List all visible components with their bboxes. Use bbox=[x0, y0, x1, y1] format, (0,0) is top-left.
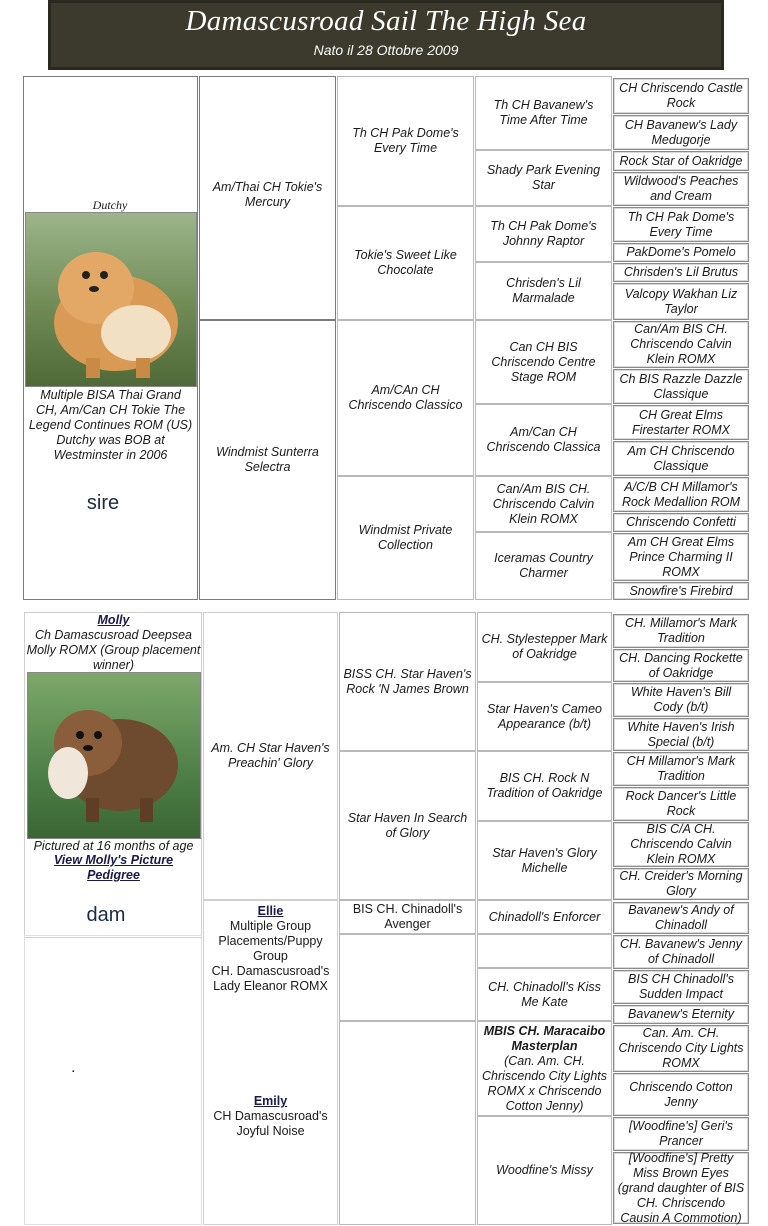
emily-name: Emily bbox=[253, 1094, 288, 1108]
dam-gen4-box: CH. Dancing Rockette of Oakridge bbox=[613, 649, 749, 682]
emily-gen4-box: [Woodfine's] Geri's Prancer bbox=[613, 1117, 749, 1151]
ellie-name: Ellie bbox=[257, 904, 284, 918]
sire-gen4-box: CH Great Elms Firestarter ROMX bbox=[613, 405, 749, 440]
sire-gen3-box: Th CH Bavanew's Time After Time bbox=[475, 76, 612, 150]
ellie-gen4-box: Bavanew's Eternity bbox=[613, 1005, 749, 1024]
sire-gen4-box: Am CH Chriscendo Classique bbox=[613, 441, 749, 476]
sire-gen1-text: Am/Thai CH Tokie's Mercury bbox=[212, 180, 323, 209]
ellie-registered-name: CH. Damascusroad's Lady Eleanor ROMX bbox=[211, 964, 330, 993]
sire-gen4-box: Valcopy Wakhan Liz Taylor bbox=[613, 283, 749, 320]
emily-gen3-box bbox=[477, 1021, 612, 1116]
emily-gen4-box: Can. Am. CH. Chriscendo City Lights ROMX bbox=[613, 1025, 749, 1072]
page-title: Damascusroad Sail The High Sea bbox=[185, 5, 587, 37]
ellie-gen2-box: BIS CH. Chinadoll's Avenger bbox=[339, 900, 476, 934]
ellie-gen4-box: BIS CH Chinadoll's Sudden Impact bbox=[613, 970, 749, 1004]
sire-gen3-box: Th CH Pak Dome's Johnny Raptor bbox=[475, 206, 612, 262]
sire-gen3-box: Shady Park Evening Star bbox=[475, 150, 612, 206]
dam-gen3-box: BIS CH. Rock N Tradition of Oakridge bbox=[477, 751, 612, 821]
title-banner bbox=[48, 0, 724, 70]
ellie-gen4-box: Bavanew's Andy of Chinadoll bbox=[613, 902, 749, 934]
dam-name: Molly bbox=[97, 613, 130, 627]
sire-gen3-box: Chrisden's Lil Marmalade bbox=[475, 262, 612, 320]
dam-gen3-box: Star Haven's Cameo Appearance (b/t) bbox=[477, 682, 612, 751]
dog-image bbox=[26, 213, 196, 386]
sire-gen4-box: PakDome's Pomelo bbox=[613, 243, 749, 262]
emily-info bbox=[205, 1094, 336, 1139]
ellie-gen2-empty bbox=[339, 934, 476, 1021]
ellie-gen3-box: CH. Chinadoll's Kiss Me Kate bbox=[477, 968, 612, 1021]
emily-gen3-title: MBIS CH. Maracaibo Masterplan bbox=[483, 1023, 606, 1053]
emily-gen3-box: Woodfine's Missy bbox=[477, 1116, 612, 1225]
dam-label: dam bbox=[86, 904, 126, 926]
sire-photo-caption: Dutchy bbox=[92, 198, 128, 212]
sire-gen2-box: Tokie's Sweet Like Chocolate bbox=[337, 206, 474, 320]
emily-gen2-empty bbox=[339, 1021, 476, 1225]
dam-gen4-box: BIS C/A CH. Chriscendo Calvin Klein ROMX bbox=[613, 822, 749, 867]
dam-gen3-box: Star Haven's Glory Michelle bbox=[477, 821, 612, 900]
emily-gen3-subtitle: (Can. Am. CH. Chriscendo City Lights ROMX x Chriscendo Cotton Jenny) bbox=[481, 1053, 608, 1113]
birth-date: Nato il 28 Ottobre 2009 bbox=[313, 42, 459, 58]
sire-gen4-box: Can/Am BIS CH. Chriscendo Calvin Klein ROMX bbox=[613, 321, 749, 368]
sire-gen4-box: A/C/B CH Millamor's Rock Medallion ROM bbox=[613, 477, 749, 512]
stray-mark: . bbox=[71, 1059, 77, 1076]
dam-info bbox=[26, 613, 201, 673]
bottom-left-panel bbox=[24, 935, 202, 1225]
sire-gen4-box: Chriscendo Confetti bbox=[613, 513, 749, 532]
emily-gen4-box: [Woodfine's] Pretty Miss Brown Eyes (grand daughter of BIS CH. Chriscendo Causin A Commotion) bbox=[613, 1152, 749, 1224]
dam-photo bbox=[27, 672, 201, 839]
ellie-gen3-empty bbox=[477, 934, 612, 968]
sire-gen4-box: Ch BIS Razzle Dazzle Classique bbox=[613, 369, 749, 404]
sire-gen3-box: Am/Can CH Chriscendo Classica bbox=[475, 404, 612, 476]
sire-gen3-box: Can CH BIS Chriscendo Centre Stage ROM bbox=[475, 320, 612, 404]
sire-gen4-box: Chrisden's Lil Brutus bbox=[613, 263, 749, 282]
sire-gen4-box: Rock Star of Oakridge bbox=[613, 151, 749, 171]
dam-gen3-box: CH. Stylestepper Mark of Oakridge bbox=[477, 612, 612, 682]
ellie-gen4-box: CH. Bavanew's Jenny of Chinadoll bbox=[613, 935, 749, 969]
dam-gen4-box: Rock Dancer's Little Rock bbox=[613, 787, 749, 821]
sire-gen4-box: Th CH Pak Dome's Every Time bbox=[613, 207, 749, 242]
sire-gen1-text: Windmist Sunterra Selectra bbox=[216, 445, 319, 474]
dam-gen2-box: BISS CH. Star Haven's Rock 'N James Brown bbox=[339, 612, 476, 751]
sire-gen4-box: CH Chriscendo Castle Rock bbox=[613, 78, 749, 114]
dog-image bbox=[28, 673, 200, 838]
sire-gen3-box: Iceramas Country Charmer bbox=[475, 532, 612, 600]
emily-description: CH Damascusroad's Joyful Noise bbox=[213, 1109, 328, 1138]
sire-label: sire bbox=[86, 492, 120, 514]
dam-description: Ch Damascusroad Deepsea Molly ROMX (Group placement winner) bbox=[26, 628, 201, 672]
sire-gen4-box: Wildwood's Peaches and Cream bbox=[613, 172, 749, 206]
ellie-gen3-box: Chinadoll's Enforcer bbox=[477, 900, 612, 934]
dam-gen4-box: CH Millamor's Mark Tradition bbox=[613, 752, 749, 786]
sire-gen4-box: CH Bavanew's Lady Medugorje bbox=[613, 115, 749, 150]
sire-gen2-box: Am/CAn CH Chriscendo Classico bbox=[337, 320, 474, 476]
dam-gen4-box: White Haven's Bill Cody (b/t) bbox=[613, 683, 749, 717]
sire-gen4-box: Snowfire's Firebird bbox=[613, 582, 749, 600]
dam-gen2-box: Star Haven In Search of Glory bbox=[339, 751, 476, 900]
sire-photo bbox=[25, 212, 197, 387]
dam-gen4-box: White Haven's Irish Special (b/t) bbox=[613, 718, 749, 751]
dam-photo-caption: Pictured at 16 months of age bbox=[33, 839, 194, 853]
sire-gen2-box: Th CH Pak Dome's Every Time bbox=[337, 76, 474, 206]
sire-gen3-box: Can/Am BIS CH. Chriscendo Calvin Klein ROMX bbox=[475, 476, 612, 532]
dam-gen4-box: CH. Creider's Morning Glory bbox=[613, 868, 749, 900]
sire-description: Multiple BISA Thai Grand CH, Am/Can CH Tokie The Legend Continues ROM (US) Dutchy was BOB at Westminster in 2006 bbox=[28, 388, 193, 462]
view-picture-pedigree-link[interactable]: View Molly's Picture Pedigree bbox=[53, 853, 174, 882]
dam-gen1-text: Am. CH Star Haven's Preachin' Glory bbox=[211, 741, 330, 770]
dam-gen4-box: CH. Millamor's Mark Tradition bbox=[613, 614, 749, 648]
sire-gen4-box: Am CH Great Elms Prince Charming II ROMX bbox=[613, 533, 749, 581]
ellie-info bbox=[205, 904, 336, 994]
ellie-description: Multiple Group Placements/Puppy Group bbox=[218, 919, 323, 963]
emily-gen4-box: Chriscendo Cotton Jenny bbox=[613, 1073, 749, 1116]
sire-gen2-box: Windmist Private Collection bbox=[337, 476, 474, 600]
